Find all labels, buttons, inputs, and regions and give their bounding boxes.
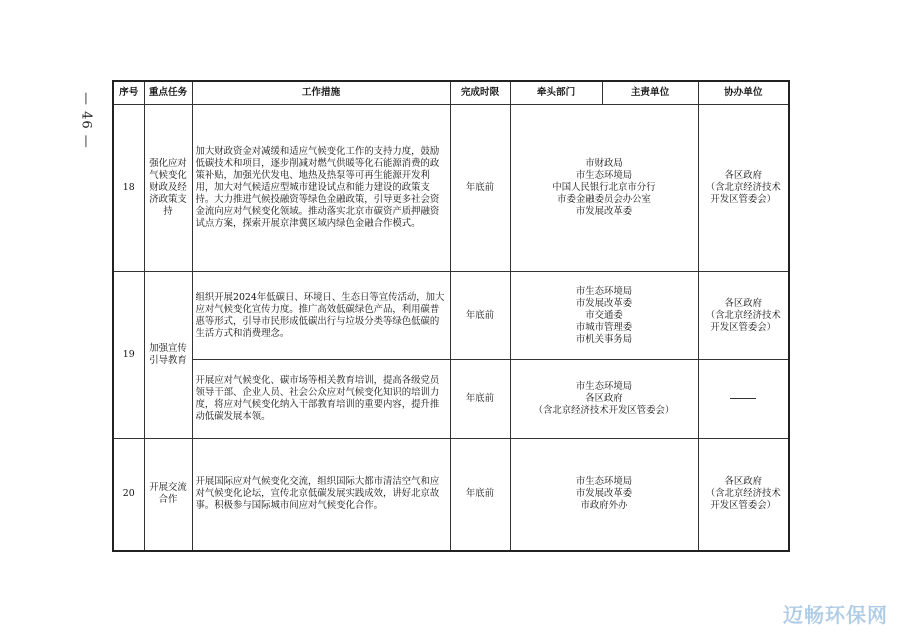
header-task: 重点任务 [144,81,192,105]
header-measures: 工作措施 [192,81,450,105]
dept-line: 市生态环境局 [575,170,633,182]
dept-line: 市发展改革委 [575,488,633,500]
row-task: 开展交流合作 [144,438,192,551]
assist-line: 各区政府 [724,476,762,488]
row-measures: 开展国际应对气候变化交流，组织国际大都市清洁空气和应对气候变化论坛，宣传北京低碳发展实践成效，讲好北京故事。积极参与国际城市间应对气候变化合作。 [192,438,450,551]
dept-line: 市交通委 [585,309,623,321]
assist-line: 开发区管委会） [710,500,777,512]
row-measures: 加大财政资金对减缓和适应气候变化工作的支持力度，鼓励低碳技术和项目，逐步削减对燃气供暖等化石能源消费的政策补贴，加强光伏发电、地热及热泵等可再生能源开发利用，加大对气候适应型城市建设试点和能力建设的政策支持。大力推进气候投融资等绿色金融政策，引导更多社会资金流向应对气候变化领域。推动落实北京市碳资产质押融资试点方案，探索开展京津冀区域内绿色金融合作模式。 [192,105,450,272]
table-row [113,360,789,438]
row-responsible [510,438,698,551]
dept-line: 市生态环境局 [575,381,633,393]
row-task: 强化应对气候变化财政及经济政策支持 [144,105,192,272]
row-deadline: 年底前 [450,360,510,438]
assist-line: （含北京经济技术 [705,488,781,500]
page-number: — 46 — [78,91,94,149]
dept-line: 市生态环境局 [575,285,633,297]
row-responsible [510,360,698,438]
table-row [113,438,789,551]
row-assist [698,360,789,438]
table-header-row [113,81,789,105]
row-number: 20 [113,438,144,551]
row-number: 18 [113,105,144,272]
dept-line: 市委金融委员会办公室 [557,194,651,206]
dept-line: 市发展改革委 [575,206,633,218]
row-deadline: 年底前 [450,438,510,551]
header-deadline: 完成时限 [450,81,510,105]
dept-line: 市政府外办 [580,500,628,512]
header-lead: 牵头部门 [510,81,602,105]
task-table [112,80,790,552]
row-responsible [510,105,698,272]
dept-line: （含北京经济技术开发区管委会） [533,405,675,417]
row-deadline: 年底前 [450,272,510,360]
row-measures: 开展应对气候变化、碳市场等相关教育培训，提高各级党员领导干部、企业人员、社会公众应对气候变化知识的培训力度，将应对气候变化纳入干部教育培训的重要内容，提升推动低碳发展本领。 [192,360,450,438]
row-number: 19 [113,272,144,439]
dept-line: 市机关事务局 [575,333,633,345]
dept-line: 中国人民银行北京市分行 [552,182,656,194]
dept-line: 市城市管理委 [575,321,633,333]
row-measures: 组织开展2024年低碳日、环境日、生态日等宣传活动，加大应对气候变化宣传力度。推广高效低碳绿色产品，利用碳普惠等形式，引导市民形成低碳出行与垃圾分类等绿色低碳的生活方式和消费理念。 [192,272,450,360]
row-responsible [510,272,698,360]
assist-line: 开发区管委会） [710,321,777,333]
assist-line: （含北京经济技术 [705,182,781,194]
table-row [113,105,789,272]
dept-line: 市财政局 [585,158,623,170]
header-responsible: 主责单位 [602,81,698,105]
header-assist: 协办单位 [698,81,789,105]
dept-line: 市生态环境局 [575,476,633,488]
row-assist [698,272,789,360]
table-row [113,272,789,360]
watermark-logo: 迈畅环保网 [783,603,888,627]
assist-line: （含北京经济技术 [705,309,781,321]
assist-line: 各区政府 [724,170,762,182]
assist-line: 各区政府 [724,297,762,309]
row-deadline: 年底前 [450,105,510,272]
empty-dash [730,398,756,399]
row-assist [698,105,789,272]
row-assist [698,438,789,551]
dept-line: 市发展改革委 [575,297,633,309]
row-task: 加强宣传引导教育 [144,272,192,439]
header-no: 序号 [113,81,144,105]
dept-line: 各区政府 [585,393,623,405]
assist-line: 开发区管委会） [710,194,777,206]
